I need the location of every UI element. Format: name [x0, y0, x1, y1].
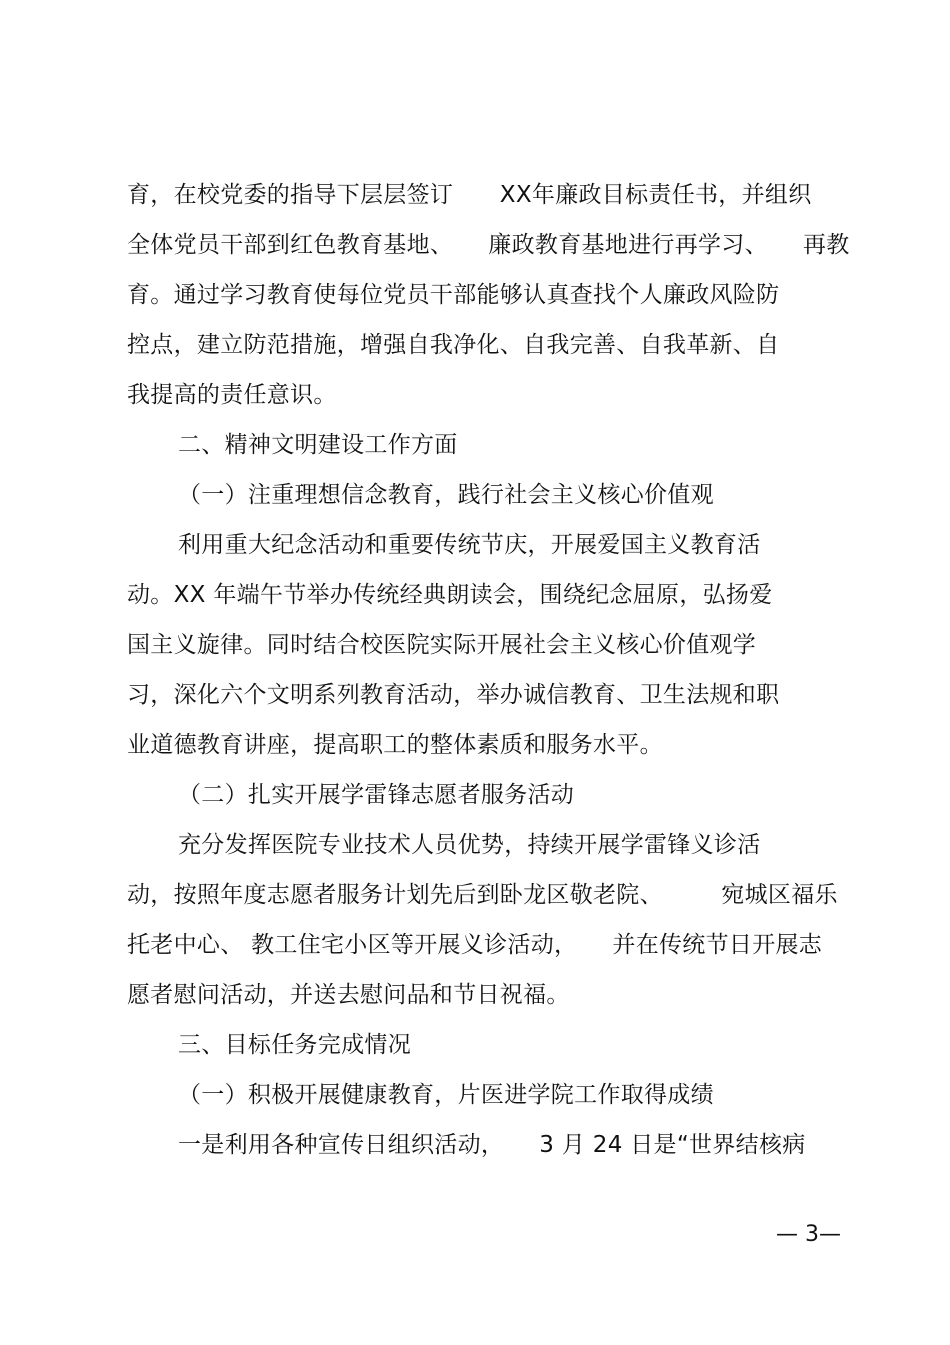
body-line-20: 一是利用各种宣传日组织活动， 3 月 24 日是“世界结核病	[178, 1132, 806, 1158]
subsection-heading-2-2: （二）扎实开展学雷锋志愿者服务活动	[178, 782, 575, 808]
body-line-14: 充分发挥医院专业技术人员优势，持续开展学雷锋义诊活	[178, 832, 761, 858]
body-line-17: 愿者慰问活动，并送去慰问品和节日祝福。	[127, 982, 570, 1008]
body-line-16: 托老中心、 教工住宅小区等开展义诊活动， 并在传统节日开展志	[127, 932, 823, 958]
body-line-5: 我提高的责任意识。	[127, 382, 337, 408]
body-line-11: 习，深化六个文明系列教育活动，举办诚信教育、卫生法规和职	[127, 682, 780, 708]
page-number: — 3—	[776, 1222, 841, 1247]
body-line-1: 育，在校党委的指导下层层签订 XX年廉政目标责任书，并组织	[127, 182, 812, 208]
body-line-8: 利用重大纪念活动和重要传统节庆，开展爱国主义教育活	[178, 532, 761, 558]
subsection-heading-2-1: （一）注重理想信念教育，践行社会主义核心价值观	[178, 482, 714, 508]
subsection-heading-3-1: （一）积极开展健康教育，片医进学院工作取得成绩	[178, 1082, 714, 1108]
section-heading-2: 二、精神文明建设工作方面	[178, 432, 458, 458]
body-line-12: 业道德教育讲座，提高职工的整体素质和服务水平。	[127, 732, 663, 758]
body-line-15: 动，按照年度志愿者服务计划先后到卧龙区敬老院、 宛城区福乐	[127, 882, 838, 908]
body-line-3: 育。通过学习教育使每位党员干部能够认真查找个人廉政风险防	[127, 282, 780, 308]
body-line-2: 全体党员干部到红色教育基地、 廉政教育基地进行再学习、 再教	[127, 232, 850, 258]
body-line-4: 控点，建立防范措施，增强自我净化、自我完善、自我革新、自	[127, 332, 780, 358]
body-line-10: 国主义旋律。同时结合校医院实际开展社会主义核心价值观学	[127, 632, 757, 658]
section-heading-3: 三、目标任务完成情况	[178, 1032, 411, 1058]
body-line-9: 动。XX 年端午节举办传统经典朗读会，围绕纪念屈原，弘扬爱	[127, 582, 773, 608]
